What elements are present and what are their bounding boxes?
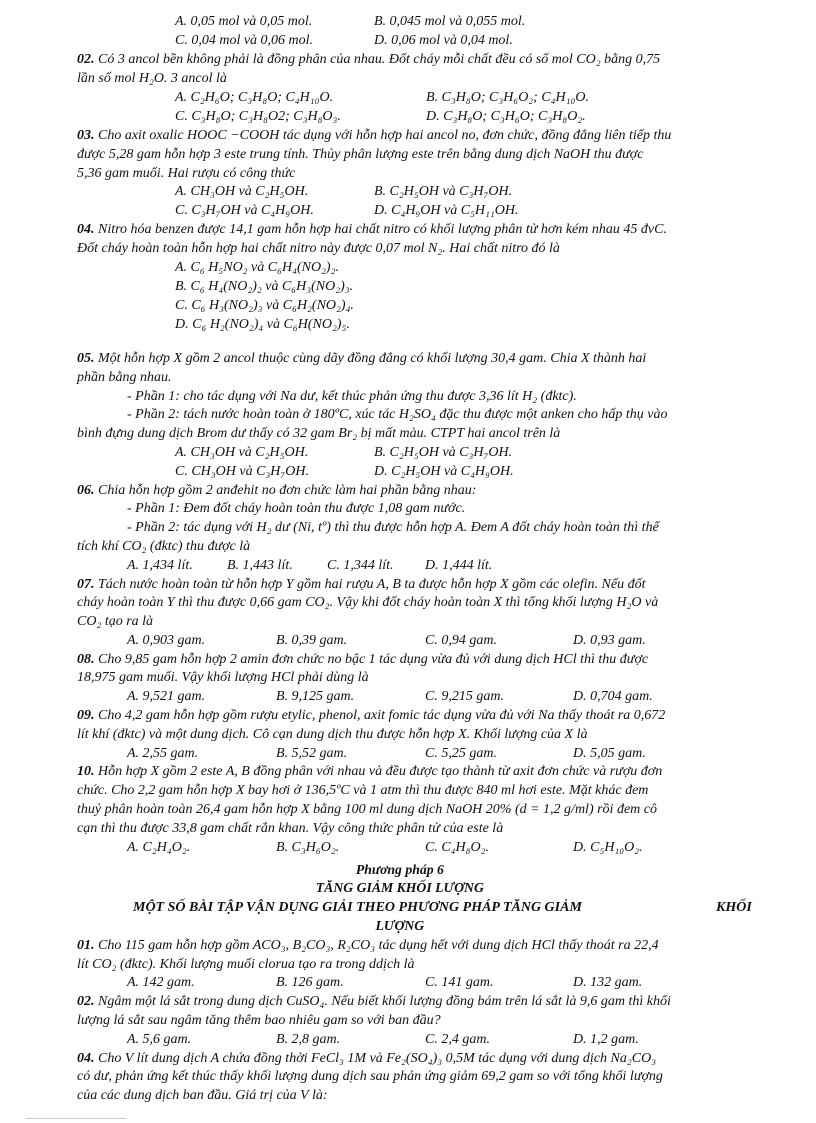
question-06-line-4: tích khí CO₂ (đktc) thu được là xyxy=(77,539,251,554)
option-a: A. 1,434 lít. xyxy=(127,558,193,573)
question-text: Tách nước hoàn toàn từ hỗn hợp Y gồm hai rượu A, B ta được hỗn hợp X gồm các olefin. Nếu đốt xyxy=(98,577,646,592)
option-b: B. C₃H₈O; C₃H₆O₂; C₄H₁₀O. xyxy=(426,90,589,105)
question-06-line-1 xyxy=(77,482,476,499)
question-text: Cho 115 gam hỗn hợp gồm ACO₃, B₂CO₃, R₂CO₃ tác dụng hết với dung dịch HCl thấy thoát ra 22,4 xyxy=(98,938,659,953)
question-text: Một hỗn hợp X gồm 2 ancol thuộc cùng dãy đồng đẳng có khối lượng 30,4 gam. Chia X thành hai xyxy=(98,351,647,366)
option-d: D. 1,444 lít. xyxy=(425,558,493,573)
question-text: Ngâm một lá sắt trong dung dịch CuSO₄. Nếu biết khối lượng đồng bám trên lá sắt là 9,6 gam thì khối xyxy=(98,994,671,1009)
option-d: D. 0,06 mol và 0,04 mol. xyxy=(374,33,513,48)
question-05-line-1 xyxy=(77,350,646,367)
question-text: Chia hỗn hợp gồm 2 anđehit no đơn chức làm hai phần bằng nhau: xyxy=(98,483,477,498)
problem-02-line-2: lượng lá sắt sau ngâm tăng thêm bao nhiêu gam so với ban đầu? xyxy=(77,1013,441,1028)
option-b: B. 1,443 lít. xyxy=(227,558,293,573)
question-08-line-2: 18,975 gam muối. Vậy khối lượng HCl phải dùng là xyxy=(77,670,369,685)
option-b: B. 0,045 mol và 0,055 mol. xyxy=(374,14,526,29)
option-d: D. C₅H₁₀O₂. xyxy=(573,840,643,855)
section-title: TĂNG GIẢM KHỐI LƯỢNG xyxy=(315,881,484,896)
option-d: D. C₄H₉OH và C₅H₁₁OH. xyxy=(374,203,519,218)
option-c: C. C₃H₈O; C₃H₈O2; C₃H₈O₃. xyxy=(175,109,341,124)
option-b: B. 0,39 gam. xyxy=(276,633,348,648)
option-a: A. C₂H₄O₂. xyxy=(127,840,191,855)
question-05-line-2: phần bằng nhau. xyxy=(77,370,172,385)
option-a: A. CH₃OH và C₂H₅OH. xyxy=(175,184,309,199)
option-a: A. C₆ H₅NO₂ và C₆H₄(NO₂)₂. xyxy=(175,260,339,275)
option-a: A. CH₃OH và C₂H₅OH. xyxy=(175,445,309,460)
question-number: 02. xyxy=(77,52,95,67)
option-c: C. 9,215 gam. xyxy=(425,689,504,704)
section-subtitle-end: LƯỢNG xyxy=(375,919,425,934)
option-c: C. C₄H₈O₂. xyxy=(425,840,489,855)
problem-01-line-1 xyxy=(77,937,659,954)
question-09-line-2: lít khí (đktc) và một dung dịch. Cô cạn dung dịch thu được hỗn hợp X. Khối lượng của X là xyxy=(77,727,588,742)
question-text: Cho axit oxalic HOOC −COOH tác dụng với hỗn hợp hai ancol no, đơn chức, đồng đẳng liên tiếp thu xyxy=(98,128,672,143)
option-c: C. 5,25 gam. xyxy=(425,746,497,761)
question-10-line-1 xyxy=(77,763,662,780)
question-06-line-2: - Phần 1: Đem đốt cháy hoàn toàn thu được 1,08 gam nước. xyxy=(127,501,466,516)
method-heading: Phương pháp 6 xyxy=(355,863,444,878)
question-text: Nitro hóa benzen được 14,1 gam hỗn hợp hai chất nitro có khối lượng phân tử hơn kém nhau 45 đvC. xyxy=(98,222,667,237)
option-c: C. 0,04 mol và 0,06 mol. xyxy=(175,33,314,48)
question-10-line-2: chức. Cho 2,2 gam hỗn hợp X bay hơi ở 136,5ºC và 1 atm thì thu được 840 ml hơi este. Mặt khác đem xyxy=(77,783,649,798)
option-c: C. C₆ H₃(NO₂)₃ và C₆H₂(NO₂)₄. xyxy=(175,298,354,313)
option-c: C. 2,4 gam. xyxy=(425,1032,490,1047)
question-05-line-5: bình đựng dung dịch Brom dư thấy có 32 gam Br₂ bị mất màu. CTPT hai ancol trên là xyxy=(77,426,561,441)
question-06-line-3: - Phần 2: tác dụng với H₂ dư (Ni, tº) thì thu được hỗn hợp A. Đem A đốt cháy hoàn toàn thì thể xyxy=(127,520,659,535)
question-number: 10. xyxy=(77,764,95,779)
option-c: C. 0,94 gam. xyxy=(425,633,497,648)
option-a: A. 0,05 mol và 0,05 mol. xyxy=(175,14,313,29)
option-c: C. CH₃OH và C₃H₇OH. xyxy=(175,464,309,479)
option-a: A. 5,6 gam. xyxy=(127,1032,192,1047)
option-b: B. 5,52 gam. xyxy=(276,746,348,761)
question-text: Hỗn hợp X gồm 2 este A, B đồng phân với nhau và đều được tạo thành từ axit đơn chức và rượu đơn xyxy=(98,764,663,779)
option-d: D. C₃H₈O; C₃H₆O; C₃H₈O₂. xyxy=(426,109,586,124)
question-04-line-2: Đốt cháy hoàn toàn hỗn hợp hai chất nitro này được 0,07 mol N₂. Hai chất nitro đó là xyxy=(77,241,560,256)
option-a: A. 9,521 gam. xyxy=(127,689,206,704)
option-d: D. 132 gam. xyxy=(573,975,643,990)
option-d: D. C₆ H₂(NO₂)₄ và C₆H(NO₂)₅. xyxy=(175,317,350,332)
option-a: A. C₂H₆O; C₃H₈O; C₄H₁₀O. xyxy=(175,90,334,105)
option-a: A. 142 gam. xyxy=(127,975,195,990)
option-d: D. 1,2 gam. xyxy=(573,1032,639,1047)
question-03-line-2: được 5,28 gam hỗn hợp 3 este trung tính. Thủy phân lượng este trên bằng dung dịch NaOH thu được xyxy=(77,147,644,162)
question-number: 09. xyxy=(77,708,95,723)
question-05-line-3: - Phần 1: cho tác dụng với Na dư, kết thúc phản ứng thu được 3,36 lít H₂ (đktc). xyxy=(127,389,577,404)
question-number: 04. xyxy=(77,222,95,237)
question-04-line-1 xyxy=(77,221,667,238)
question-number: 07. xyxy=(77,577,95,592)
option-a: A. 0,903 gam. xyxy=(127,633,206,648)
question-09-line-1 xyxy=(77,707,665,724)
option-c: C. C₃H₇OH và C₄H₉OH. xyxy=(175,203,314,218)
option-b: B. 126 gam. xyxy=(276,975,344,990)
option-d: D. 5,05 gam. xyxy=(573,746,646,761)
option-b: B. 9,125 gam. xyxy=(276,689,355,704)
question-07-line-3: CO₂ tạo ra là xyxy=(77,614,154,629)
option-b: B. 2,8 gam. xyxy=(276,1032,341,1047)
problem-04-line-1 xyxy=(77,1050,656,1067)
question-02-line-2: lần số mol H₂O. 3 ancol là xyxy=(77,71,227,86)
question-08-line-1 xyxy=(77,651,648,668)
question-number: 08. xyxy=(77,652,95,667)
option-d: D. 0,704 gam. xyxy=(573,689,653,704)
problem-02-line-1 xyxy=(77,993,671,1010)
question-number: 03. xyxy=(77,128,95,143)
question-number: 06. xyxy=(77,483,95,498)
footer-divider xyxy=(26,1118,126,1119)
problem-01-line-2: lít CO₂ (đktc). Khối lượng muối clorua tạo ra trong ddịch là xyxy=(77,957,415,972)
question-05-line-4: - Phần 2: tách nước hoàn toàn ở 180ºC, xúc tác H₂SO₄ đặc thu được một anken cho hấp thụ vào xyxy=(127,407,668,422)
option-c: C. 141 gam. xyxy=(425,975,494,990)
question-07-line-1 xyxy=(77,576,646,593)
problem-04-line-2: có dư, phản ứng kết thúc thấy khối lượng dung dịch sau phản ứng giảm 69,2 gam so với tổng khối lượng xyxy=(77,1069,663,1084)
question-02-line-1 xyxy=(77,51,660,68)
question-number: 02. xyxy=(77,994,95,1009)
section-subtitle-continued: KHỐI xyxy=(716,900,752,915)
question-number: 05. xyxy=(77,351,95,366)
question-text: Có 3 ancol bền không phải là đồng phân của nhau. Đốt cháy mỗi chất đều có số mol CO₂ bằng 0,75 xyxy=(98,52,661,67)
problem-04-line-3: của các dung dịch ban đầu. Giá trị của V là: xyxy=(77,1088,328,1103)
question-03-line-1 xyxy=(77,127,671,144)
question-03-line-3: 5,36 gam muối. Hai rượu có công thức xyxy=(77,166,296,181)
option-b: B. C₃H₆O₂. xyxy=(276,840,340,855)
question-07-line-2: cháy hoàn toàn Y thì thu được 0,66 gam CO₂. Vậy khi đốt cháy hoàn toàn X thì tổng khối lượng H₂O và xyxy=(77,595,659,610)
question-10-line-3: thuỷ phân hoàn toàn 26,4 gam hỗn hợp X bằng 100 ml dung dịch NaOH 20% (d = 1,2 g/ml) rồi đem cô xyxy=(77,802,657,817)
question-text: Cho 4,2 gam hỗn hợp gồm rượu etylic, phenol, axit fomic tác dụng vừa đủ với Na thấy thoát ra 0,672 xyxy=(98,708,666,723)
option-a: A. 2,55 gam. xyxy=(127,746,199,761)
option-c: C. 1,344 lít. xyxy=(327,558,394,573)
option-d: D. 0,93 gam. xyxy=(573,633,646,648)
option-d: D. C₂H₅OH và C₄H₉OH. xyxy=(374,464,514,479)
question-text: Cho 9,85 gam hỗn hợp 2 amin đơn chức no bậc 1 tác dụng vừa đủ với dung dịch HCl thì thu được xyxy=(98,652,649,667)
question-text: Cho V lít dung dịch A chứa đồng thời FeCl₃ 1M và Fe₂(SO₄)₃ 0,5M tác dụng với dung dịch Na₂CO₃ xyxy=(98,1051,657,1066)
option-b: B. C₂H₅OH và C₃H₇OH. xyxy=(374,445,513,460)
question-10-line-4: cạn thì thu được 33,8 gam chất rắn khan. Vậy công thức phân tử của este là xyxy=(77,821,504,836)
question-number: 04. xyxy=(77,1051,95,1066)
option-b: B. C₆ H₄(NO₂)₂ và C₆H₃(NO₂)₃. xyxy=(175,279,354,294)
option-b: B. C₂H₅OH và C₃H₇OH. xyxy=(374,184,513,199)
section-subtitle: MỘT SỐ BÀI TẬP VẬN DỤNG GIẢI THEO PHƯƠNG PHÁP TĂNG GIẢM xyxy=(133,900,582,915)
question-number: 01. xyxy=(77,938,95,953)
